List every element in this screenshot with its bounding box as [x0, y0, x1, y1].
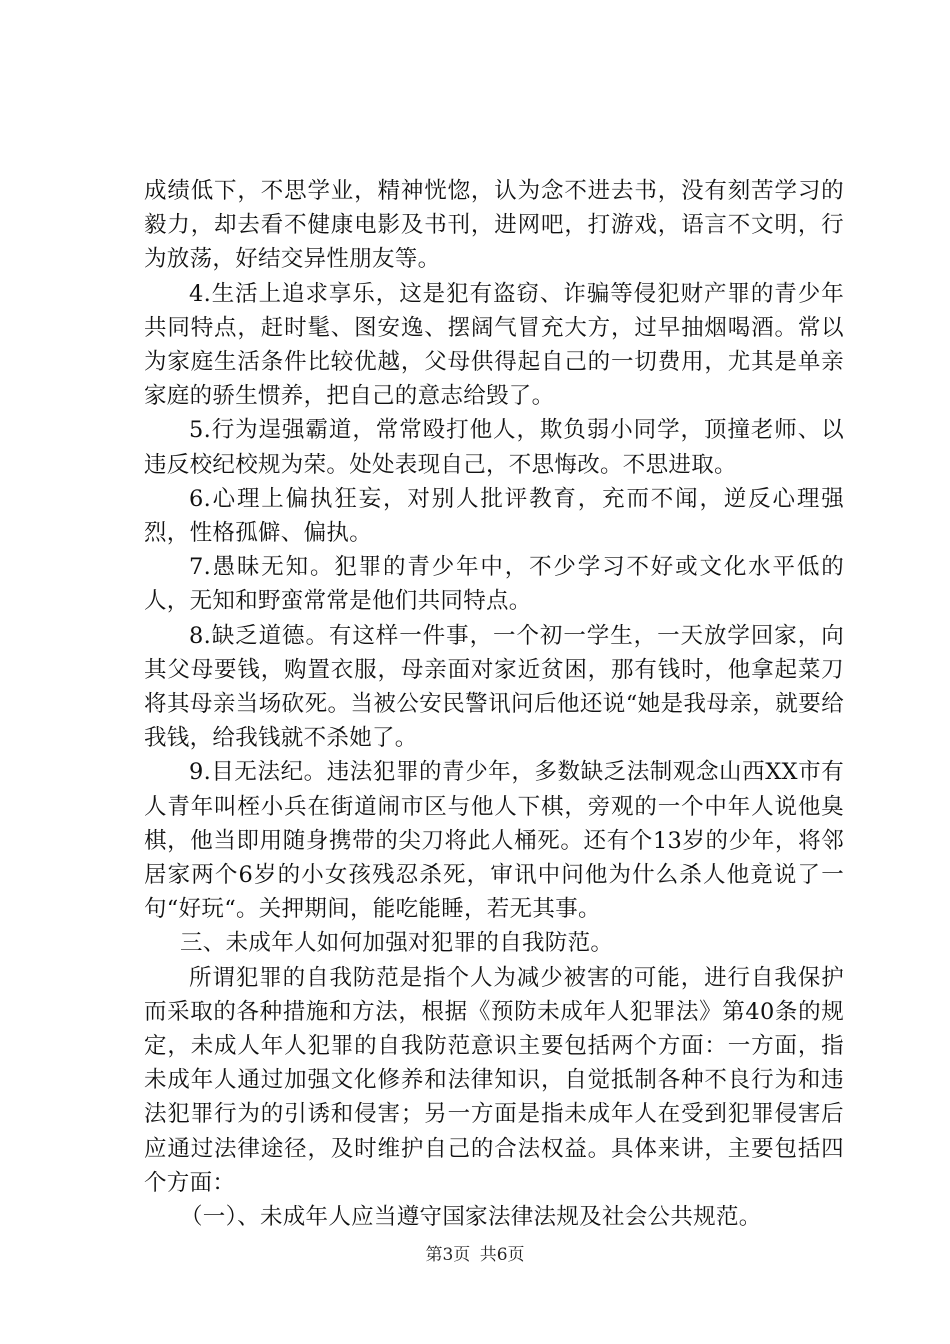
- paragraph-continuation: 成绩低下，不思学业，精神恍惚，认为念不进去书，没有刻苦学习的毅力，却去看不健康电影及书刊，进网吧，打游戏，语言不文明，行为放荡，好结交异性朋友等。: [144, 178, 844, 273]
- paragraph-item-4: 4.生活上追求享乐，这是犯有盗窃、诈骗等侵犯财产罪的青少年共同特点，赶时髦、图安逸、摆阔气冒充大方，过早抽烟喝酒。常以为家庭生活条件比较优越，父母供得起自己的一切费用，尤其是单亲家庭的骄生惯养，把自己的意志给毁了。: [144, 280, 844, 410]
- page-footer: [0, 1240, 950, 1265]
- paragraph-self-defense: 所谓犯罪的自我防范是指个人为减少被害的可能，进行自我保护而采取的各种措施和方法，根据《预防未成年人犯罪法》第40条的规定，未成人年人犯罪的自我防范意识主要包括两个方面：一方面，指未成年人通过加强文化修养和法律知识，自觉抵制各种不良行为和违法犯罪行为的引诱和侵害；另一方面是指未成年人在受到犯罪侵害后应通过法律途径，及时维护自己的合法权益。具体来讲，主要包括四个方面：: [144, 964, 844, 1196]
- page-total: 共6页: [479, 1245, 525, 1265]
- subsection-heading-1: （一）、未成年人应当遵守国家法律法规及社会公共规范。: [180, 1204, 762, 1231]
- paragraph-item-5: 5.行为逞强霸道，常常殴打他人，欺负弱小同学，顶撞老师、以违反校纪校规为荣。处处表现自己，不思悔改。不思进取。: [144, 417, 844, 478]
- paragraph-item-6: 6.心理上偏执狂妄，对别人批评教育，充而不闻，逆反心理强烈，性格孤僻、偏执。: [144, 485, 844, 547]
- paragraph-item-8: 8.缺乏道德。有这样一件事，一个初一学生，一天放学回家，向其父母要钱，购置衣服，母亲面对家近贫困，那有钱时，他拿起菜刀将其母亲当场砍死。当被公安民警讯问后他还说“她是我母亲，就要给我钱，给我钱就不杀她了。: [144, 622, 844, 752]
- document-body: [144, 174, 844, 1234]
- paragraph-item-7: 7.愚昧无知。犯罪的青少年中，不少学习不好或文化水平低的人，无知和野蛮常常是他们共同特点。: [144, 554, 844, 615]
- page-number: 第3页: [425, 1245, 471, 1265]
- section-heading-3: 三、未成年人如何加强对犯罪的自我防范。: [180, 930, 614, 957]
- paragraph-item-9: 9.目无法纪。违法犯罪的青少年，多数缺乏法制观念山西XX市有人青年叫桎小兵在街道闹市区与他人下棋，旁观的一个中年人说他臭棋，他当即用随身携带的尖刀将此人桶死。还有个13岁的少年，将邻居家两个6岁的小女孩残忍杀死，审讯中问他为什么杀人他竟说了一句“好玩“。关押期间，能吃能睡，若无其事。: [144, 759, 844, 923]
